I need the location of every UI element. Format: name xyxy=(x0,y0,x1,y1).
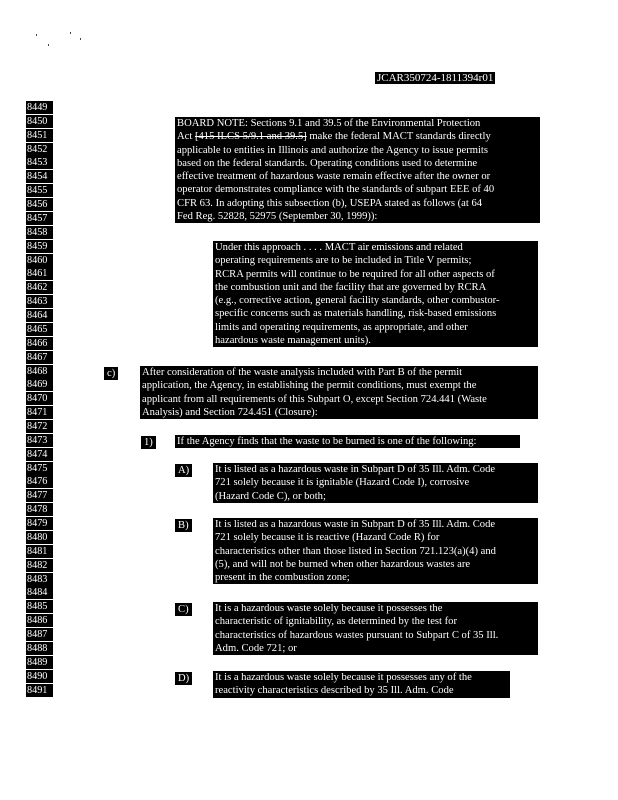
line-number: 8457 xyxy=(26,212,53,225)
line-number: 8483 xyxy=(26,573,53,586)
board-note-line xyxy=(177,130,538,143)
line-number: 8478 xyxy=(26,503,53,516)
line-number: 8453 xyxy=(26,156,53,169)
line-number: 8490 xyxy=(26,670,53,683)
line-number: 8464 xyxy=(26,309,53,322)
item-c-line: characteristics of hazardous wastes pursuant to Subpart C of 35 Ill. xyxy=(215,629,499,641)
board-note-line: effective treatment of hazardous waste remain effective after the owner or xyxy=(177,171,491,183)
line-number: 8480 xyxy=(26,531,53,544)
line-number: 8449 xyxy=(26,101,53,114)
subsection-c-text xyxy=(140,366,538,419)
item-d-label: D) xyxy=(175,672,192,685)
line-number: 8459 xyxy=(26,240,53,253)
quote-line: (e.g., corrective action, general facility standards, other combustor- xyxy=(215,295,500,307)
board-note-line: operator demonstrates compliance with the standards of subpart EEE of 40 xyxy=(177,184,495,196)
quote-line: RCRA permits will continue to be required for all other aspects of xyxy=(215,268,495,280)
board-note-text: make the federal MACT standards directly xyxy=(306,131,491,143)
line-number: 8476 xyxy=(26,475,53,488)
item-c-line: Adm. Code 721; or xyxy=(215,642,297,654)
board-note-line: BOARD NOTE: Sections 9.1 and 39.5 of the Environmental Protection xyxy=(177,118,481,129)
board-note-line: based on the federal standards. Operating conditions used to determine xyxy=(177,157,478,169)
item-c-line: It is a hazardous waste solely because it possesses the xyxy=(215,603,443,614)
board-note-line: Fed Reg. 52828, 52975 (September 30, 1999)): xyxy=(177,211,378,223)
item-d-line: It is a hazardous waste solely because it possesses any of the xyxy=(215,672,472,683)
line-number: 8469 xyxy=(26,378,53,391)
line-number: 8491 xyxy=(26,684,53,697)
line-number: 8455 xyxy=(26,184,53,197)
line-number: 8477 xyxy=(26,489,53,502)
line-number: 8452 xyxy=(26,143,53,156)
line-number: 8467 xyxy=(26,351,53,364)
item-a-line: 721 solely because it is ignitable (Hazard Code I), corrosive xyxy=(215,477,470,489)
line-number: 8458 xyxy=(26,226,53,239)
line-number: 8486 xyxy=(26,614,53,627)
line-number: 8462 xyxy=(26,281,53,294)
item-b-line: It is listed as a hazardous waste in Subpart D of 35 Ill. Adm. Code xyxy=(215,519,496,530)
document-header-code: JCAR350724-1811394r01 xyxy=(377,72,494,84)
line-number: 8473 xyxy=(26,434,53,447)
item-a-line: (Hazard Code C), or both; xyxy=(215,490,326,502)
board-note-block xyxy=(175,117,540,223)
line-number: 8484 xyxy=(26,586,53,599)
item-a-line: It is listed as a hazardous waste in Subpart D of 35 Ill. Adm. Code xyxy=(215,464,496,475)
quote-line: the combustion unit and the facility that are governed by RCRA xyxy=(215,281,487,293)
item-b-line: characteristics other than those listed in Section 721.123(a)(4) and xyxy=(215,545,496,557)
subsection-c-line: After consideration of the waste analysis included with Part B of the permit xyxy=(142,367,463,378)
line-number: 8463 xyxy=(26,295,53,308)
line-number: 8470 xyxy=(26,392,53,405)
line-number: 8456 xyxy=(26,198,53,211)
quote-line: hazardous waste management units). xyxy=(215,335,371,347)
item-b-text xyxy=(213,518,538,584)
item-c-text xyxy=(213,602,538,655)
subsection-c-label: c) xyxy=(104,367,118,380)
subsection-c-line: applicant from all requirements of this Subpart O, except Section 724.441 (Waste xyxy=(142,393,487,405)
struck-citation: [415 ILCS 5/9.1 and 39.5] xyxy=(194,131,307,143)
line-number: 8461 xyxy=(26,267,53,280)
line-number: 8475 xyxy=(26,462,53,475)
line-number: 8479 xyxy=(26,517,53,530)
line-number: 8485 xyxy=(26,600,53,613)
item-b-line: (5), and will not be burned when other hazardous wastes are xyxy=(215,558,471,570)
board-note-text: Act xyxy=(177,131,195,143)
line-number: 8465 xyxy=(26,323,53,336)
usepa-quote-block xyxy=(213,241,538,347)
subsection-c-line: Analysis) and Section 724.451 (Closure): xyxy=(142,406,318,418)
line-number: 8471 xyxy=(26,406,53,419)
subsection-c-line: application, the Agency, in establishing the permit conditions, must exempt the xyxy=(142,380,477,392)
item-c-label: C) xyxy=(175,603,192,616)
line-number: 8454 xyxy=(26,170,53,183)
quote-line: operating requirements are to be included in Title V permits; xyxy=(215,255,472,267)
item-a-text xyxy=(213,463,538,503)
item-d-text xyxy=(213,671,510,698)
line-number: 8468 xyxy=(26,365,53,378)
item-c-line: characteristic of ignitability, as determined by the test for xyxy=(215,616,458,628)
line-number: 8489 xyxy=(26,656,53,669)
line-number: 8487 xyxy=(26,628,53,641)
line-number: 8466 xyxy=(26,337,53,350)
line-number: 8474 xyxy=(26,448,53,461)
line-number: 8481 xyxy=(26,545,53,558)
line-number: 8472 xyxy=(26,420,53,433)
line-number: 8451 xyxy=(26,129,53,142)
line-number: 8450 xyxy=(26,115,53,128)
line-number: 8488 xyxy=(26,642,53,655)
item-b-line: present in the combustion zone; xyxy=(215,572,350,584)
item-a-label: A) xyxy=(175,464,192,477)
board-note-line: applicable to entities in Illinois and authorize the Agency to issue permits xyxy=(177,144,488,156)
item-1-text xyxy=(175,435,520,448)
line-number: 8460 xyxy=(26,254,53,267)
item-b-line: 721 solely because it is reactive (Hazard Code R) for xyxy=(215,532,440,544)
item-1-label: 1) xyxy=(141,436,156,449)
item-d-line: reactivity characteristics described by 35 Ill. Adm. Code xyxy=(215,685,454,697)
item-1-line: If the Agency finds that the waste to be burned is one of the following: xyxy=(177,436,477,447)
quote-line: limits and operating requirements, as appropriate, and other xyxy=(215,321,468,333)
quote-line: specific concerns such as materials handling, risk-based emissions xyxy=(215,308,497,320)
line-number: 8482 xyxy=(26,559,53,572)
item-b-label: B) xyxy=(175,519,192,532)
board-note-line: CFR 63. In adopting this subsection (b), USEPA stated as follows (at 64 xyxy=(177,197,483,209)
quote-line: Under this approach . . . . MACT air emissions and related xyxy=(215,242,463,253)
